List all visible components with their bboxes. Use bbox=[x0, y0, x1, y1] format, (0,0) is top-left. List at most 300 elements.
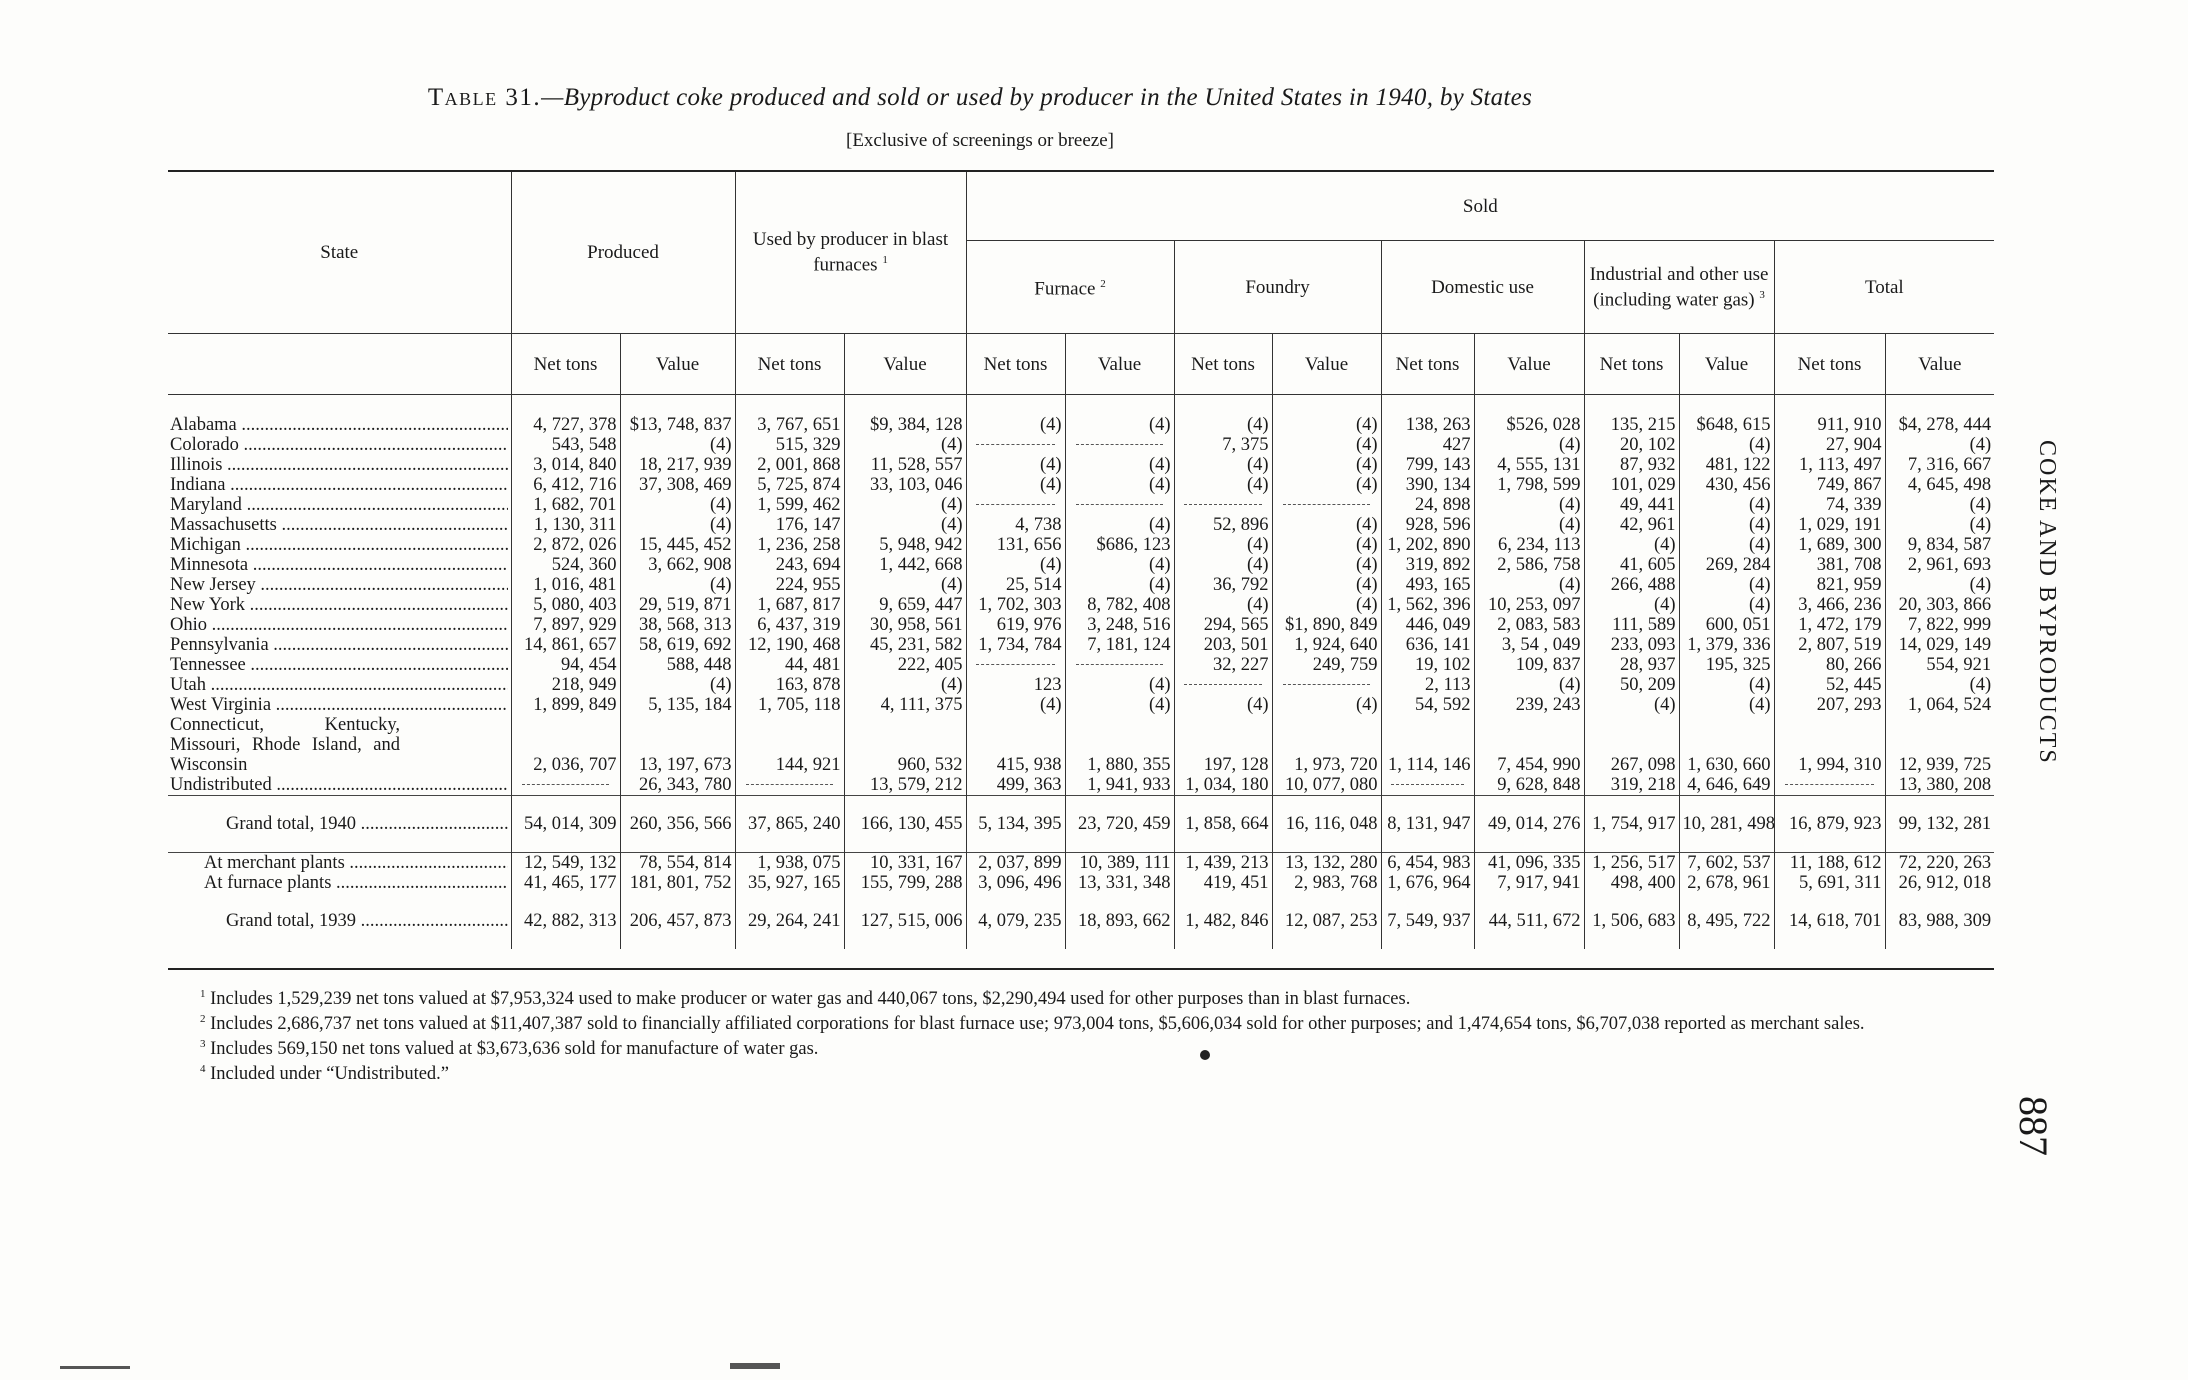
table-cell: $1, 890, 849 bbox=[1272, 615, 1381, 635]
table-cell: (4) bbox=[1679, 595, 1774, 615]
table-cell: 12, 087, 253 bbox=[1272, 911, 1381, 931]
spacer-cell bbox=[735, 931, 844, 949]
table-cell: (4) bbox=[1065, 415, 1174, 435]
state-label: Undistributed ..... bbox=[170, 775, 508, 795]
table-cell: (4) bbox=[1584, 535, 1679, 555]
table-cell: 1, 702, 303 bbox=[966, 595, 1065, 615]
header-total: Total bbox=[1774, 241, 1994, 334]
table-cell: 155, 799, 288 bbox=[844, 873, 966, 893]
table-cell: 135, 215 bbox=[1584, 415, 1679, 435]
table-cell: 3, 767, 651 bbox=[735, 415, 844, 435]
spacer-cell bbox=[1679, 931, 1774, 949]
table-cell: (4) bbox=[966, 415, 1065, 435]
table-cell: 5, 948, 942 bbox=[844, 535, 966, 555]
spacer-cell bbox=[1885, 395, 1994, 416]
table-cell: (4) bbox=[620, 575, 735, 595]
table-cell: 14, 618, 701 bbox=[1774, 911, 1885, 931]
spacer-cell bbox=[620, 834, 735, 853]
table-cell: (4) bbox=[844, 435, 966, 455]
table-cell: 3, 096, 496 bbox=[966, 873, 1065, 893]
header-used bbox=[735, 171, 966, 334]
table-cell: (4) bbox=[1065, 455, 1174, 475]
state-name bbox=[168, 515, 511, 535]
state-label: New York ..... bbox=[170, 595, 508, 615]
table-cell: 13, 579, 212 bbox=[844, 775, 966, 796]
table-cell: 72, 220, 263 bbox=[1885, 853, 1994, 874]
state-name bbox=[168, 695, 511, 715]
table-row bbox=[168, 475, 1994, 495]
spacer-cell bbox=[1174, 395, 1272, 416]
table-cell: 29, 519, 871 bbox=[620, 595, 735, 615]
table-cell: (4) bbox=[620, 435, 735, 455]
table-cell: 4, 111, 375 bbox=[844, 695, 966, 715]
table-cell: (4) bbox=[1272, 475, 1381, 495]
state-label: Pennsylvania ..... bbox=[170, 635, 508, 655]
table-cell: (4) bbox=[1885, 435, 1994, 455]
table-cell: 233, 093 bbox=[1584, 635, 1679, 655]
header-industrial-label: Industrial and other use (including water gas) bbox=[1589, 263, 1769, 311]
table-cell: 8, 131, 947 bbox=[1381, 814, 1474, 834]
header-furnace bbox=[966, 241, 1174, 334]
table-cell: 123 bbox=[966, 675, 1065, 695]
table-row bbox=[168, 675, 1994, 695]
table-cell: 2, 678, 961 bbox=[1679, 873, 1774, 893]
spacer-cell bbox=[1474, 834, 1584, 853]
table-cell: (4) bbox=[1065, 575, 1174, 595]
table-cell: 5, 134, 395 bbox=[966, 814, 1065, 834]
state-label: Illinois ..... bbox=[170, 455, 508, 475]
table-cell: 15, 445, 452 bbox=[620, 535, 735, 555]
table-cell: 1, 630, 660 bbox=[1679, 715, 1774, 775]
spacer-cell bbox=[1474, 931, 1584, 949]
table-cell: 78, 554, 814 bbox=[620, 853, 735, 874]
table-cell: 224, 955 bbox=[735, 575, 844, 595]
table-cell: 37, 308, 469 bbox=[620, 475, 735, 495]
table-row bbox=[168, 515, 1994, 535]
state-name bbox=[168, 575, 511, 595]
table-cell: 427 bbox=[1381, 435, 1474, 455]
table-cell: 54, 592 bbox=[1381, 695, 1474, 715]
spacer-cell bbox=[1679, 834, 1774, 853]
table-cell: 6, 437, 319 bbox=[735, 615, 844, 635]
spacer-cell bbox=[1885, 834, 1994, 853]
table-row bbox=[168, 455, 1994, 475]
table-cell: 493, 165 bbox=[1381, 575, 1474, 595]
spacer-cell bbox=[1584, 931, 1679, 949]
spacer-cell bbox=[1679, 395, 1774, 416]
table-cell: 163, 878 bbox=[735, 675, 844, 695]
table-cell: 1, 798, 599 bbox=[1474, 475, 1584, 495]
table-cell bbox=[511, 775, 620, 796]
footnotes bbox=[200, 984, 2000, 1085]
table-cell: 41, 096, 335 bbox=[1474, 853, 1584, 874]
table-cell: 166, 130, 455 bbox=[844, 814, 966, 834]
table-cell: 20, 303, 866 bbox=[1885, 595, 1994, 615]
table-cell: 1, 994, 310 bbox=[1774, 715, 1885, 775]
table-cell: (4) bbox=[1272, 415, 1381, 435]
table-cell: 4, 727, 378 bbox=[511, 415, 620, 435]
table-cell: (4) bbox=[1679, 495, 1774, 515]
spacer-cell bbox=[168, 796, 511, 815]
table-cell: 222, 405 bbox=[844, 655, 966, 675]
spacer-cell bbox=[1272, 395, 1381, 416]
table-cell: 1, 562, 396 bbox=[1381, 595, 1474, 615]
table-cell: (4) bbox=[1065, 675, 1174, 695]
footnote-text: Includes 569,150 net tons valued at $3,673,636 sold for manufacture of water gas. bbox=[210, 1039, 819, 1060]
table-cell: 203, 501 bbox=[1174, 635, 1272, 655]
table-cell: 2, 036, 707 bbox=[511, 715, 620, 775]
table-cell: 1, 029, 191 bbox=[1774, 515, 1885, 535]
table-cell: 1, 880, 355 bbox=[1065, 715, 1174, 775]
table-cell: 14, 861, 657 bbox=[511, 635, 620, 655]
table-cell: 50, 209 bbox=[1584, 675, 1679, 695]
table-cell bbox=[1174, 495, 1272, 515]
table-cell: 74, 339 bbox=[1774, 495, 1885, 515]
table-cell: 176, 147 bbox=[735, 515, 844, 535]
footnote-mark: 4 bbox=[200, 1063, 206, 1076]
table-cell: (4) bbox=[1174, 595, 1272, 615]
table-cell: 515, 329 bbox=[735, 435, 844, 455]
spacer-cell bbox=[735, 796, 844, 815]
table-cell: 26, 343, 780 bbox=[620, 775, 735, 796]
table-row bbox=[168, 655, 1994, 675]
table-cell: 3, 662, 908 bbox=[620, 555, 735, 575]
table-cell: 260, 356, 566 bbox=[620, 814, 735, 834]
table-cell: 1, 705, 118 bbox=[735, 695, 844, 715]
table-cell: 499, 363 bbox=[966, 775, 1065, 796]
spacer-cell bbox=[1584, 893, 1679, 911]
table-cell: 1, 064, 524 bbox=[1885, 695, 1994, 715]
table-cell: 446, 049 bbox=[1381, 615, 1474, 635]
table-cell: 1, 379, 336 bbox=[1679, 635, 1774, 655]
table-cell: 7, 822, 999 bbox=[1885, 615, 1994, 635]
state-name bbox=[168, 595, 511, 615]
spacer-cell bbox=[966, 796, 1065, 815]
header-state-blank bbox=[168, 334, 511, 395]
table-row bbox=[168, 535, 1994, 555]
state-label: Minnesota ..... bbox=[170, 555, 508, 575]
table-cell: 23, 720, 459 bbox=[1065, 814, 1174, 834]
header-net-tons: Net tons bbox=[735, 334, 844, 395]
table-cell: 636, 141 bbox=[1381, 635, 1474, 655]
spacer-cell bbox=[1381, 893, 1474, 911]
spacer-cell bbox=[511, 893, 620, 911]
table-cell bbox=[966, 655, 1065, 675]
footnote bbox=[200, 1059, 2000, 1084]
table-row bbox=[168, 635, 1994, 655]
state-name bbox=[168, 415, 511, 435]
footnote-mark: 1 bbox=[200, 988, 206, 1000]
table-cell: (4) bbox=[966, 455, 1065, 475]
table-cell: 294, 565 bbox=[1174, 615, 1272, 635]
table-cell: 41, 465, 177 bbox=[511, 873, 620, 893]
table-cell: 9, 628, 848 bbox=[1474, 775, 1584, 796]
table-cell: 9, 834, 587 bbox=[1885, 535, 1994, 555]
table-cell bbox=[1774, 775, 1885, 796]
spacer-cell bbox=[966, 834, 1065, 853]
table-cell: 1, 599, 462 bbox=[735, 495, 844, 515]
state-label: Massachusetts ..... bbox=[170, 515, 508, 535]
table-cell: 12, 549, 132 bbox=[511, 853, 620, 874]
table-cell: 481, 122 bbox=[1679, 455, 1774, 475]
table-cell: 1, 858, 664 bbox=[1174, 814, 1272, 834]
spacer-cell bbox=[620, 893, 735, 911]
table-cell: (4) bbox=[1584, 695, 1679, 715]
header-used-note: 1 bbox=[882, 254, 888, 267]
table-cell: (4) bbox=[620, 495, 735, 515]
table-cell: 415, 938 bbox=[966, 715, 1065, 775]
table-cell: $13, 748, 837 bbox=[620, 415, 735, 435]
table-cell: 80, 266 bbox=[1774, 655, 1885, 675]
state-name bbox=[168, 475, 511, 495]
table-cell: 16, 116, 048 bbox=[1272, 814, 1381, 834]
table-cell: 319, 218 bbox=[1584, 775, 1679, 796]
running-head: COKE AND BYPRODUCTS bbox=[2034, 440, 2060, 765]
table-cell bbox=[966, 435, 1065, 455]
spacer-cell bbox=[168, 834, 511, 853]
table-cell: 554, 921 bbox=[1885, 655, 1994, 675]
table-cell: 195, 325 bbox=[1679, 655, 1774, 675]
table-cell: 99, 132, 281 bbox=[1885, 814, 1994, 834]
table-cell: 14, 029, 149 bbox=[1885, 635, 1994, 655]
table-cell: 11, 188, 612 bbox=[1774, 853, 1885, 874]
state-label: Ohio ..... bbox=[170, 615, 508, 635]
spacer-cell bbox=[844, 834, 966, 853]
header-net-tons: Net tons bbox=[1774, 334, 1885, 395]
table-cell: 1, 754, 917 bbox=[1584, 814, 1679, 834]
table-cell: 10, 331, 167 bbox=[844, 853, 966, 874]
table-cell: (4) bbox=[1272, 575, 1381, 595]
footnote-mark: 3 bbox=[200, 1038, 206, 1051]
table-cell: 7, 316, 667 bbox=[1885, 455, 1994, 475]
table-cell: 319, 892 bbox=[1381, 555, 1474, 575]
total-row bbox=[168, 814, 1994, 834]
table-cell: 2, 961, 693 bbox=[1885, 555, 1994, 575]
table-cell: (4) bbox=[1679, 675, 1774, 695]
table-cell: 127, 515, 006 bbox=[844, 911, 966, 931]
table-cell: $4, 278, 444 bbox=[1885, 415, 1994, 435]
total-label bbox=[168, 873, 511, 893]
table-cell: (4) bbox=[1885, 675, 1994, 695]
footnote-mark: 2 bbox=[200, 1013, 206, 1026]
table-row bbox=[168, 695, 1994, 715]
table-cell: 381, 708 bbox=[1774, 555, 1885, 575]
table-cell: 35, 927, 165 bbox=[735, 873, 844, 893]
spacer-cell bbox=[966, 893, 1065, 911]
table-cell: 3, 466, 236 bbox=[1774, 595, 1885, 615]
table-cell: 206, 457, 873 bbox=[620, 911, 735, 931]
table-cell: 29, 264, 241 bbox=[735, 911, 844, 931]
header-value: Value bbox=[844, 334, 966, 395]
table-row bbox=[168, 615, 1994, 635]
spacer-cell bbox=[1584, 834, 1679, 853]
spacer-cell bbox=[168, 931, 511, 949]
table-cell: 3, 248, 516 bbox=[1065, 615, 1174, 635]
page-number: 887 bbox=[2011, 1096, 2056, 1156]
table-cell bbox=[1272, 495, 1381, 515]
table-row bbox=[168, 715, 1994, 775]
table-cell: 7, 917, 941 bbox=[1474, 873, 1584, 893]
footnote-text: Includes 2,686,737 net tons valued at $11,407,387 sold to financially affiliated corporations for blast furnace use; 973,004 tons, $5,606,034 sold for other purposes; and 1,474,654 tons, $6,707,038 reported as merchant sales. bbox=[210, 1014, 1865, 1035]
header-furnace-label: Furnace bbox=[1034, 278, 1096, 300]
table-cell: (4) bbox=[1272, 695, 1381, 715]
table-row bbox=[168, 555, 1994, 575]
table-cell: (4) bbox=[1065, 475, 1174, 495]
table-cell: 4, 555, 131 bbox=[1474, 455, 1584, 475]
spacer-cell bbox=[1774, 796, 1885, 815]
table-cell: 619, 976 bbox=[966, 615, 1065, 635]
total-label bbox=[168, 853, 511, 874]
spacer-cell bbox=[511, 931, 620, 949]
table-cell: 10, 077, 080 bbox=[1272, 775, 1381, 796]
table-cell: 588, 448 bbox=[620, 655, 735, 675]
table-cell: 2, 001, 868 bbox=[735, 455, 844, 475]
header-value: Value bbox=[1885, 334, 1994, 395]
table-subtitle: [Exclusive of screenings or breeze] bbox=[846, 130, 1114, 151]
table-cell: 7, 375 bbox=[1174, 435, 1272, 455]
table-cell: 1, 924, 640 bbox=[1272, 635, 1381, 655]
spacer-cell bbox=[620, 931, 735, 949]
table-cell: 37, 865, 240 bbox=[735, 814, 844, 834]
table-cell: 20, 102 bbox=[1584, 435, 1679, 455]
spacer-cell bbox=[1474, 893, 1584, 911]
table-cell: 749, 867 bbox=[1774, 475, 1885, 495]
footnote bbox=[200, 1034, 2000, 1059]
state-name bbox=[168, 655, 511, 675]
header-net-tons: Net tons bbox=[966, 334, 1065, 395]
spacer-cell bbox=[511, 834, 620, 853]
table-cell: 1, 236, 258 bbox=[735, 535, 844, 555]
table-cell: 1, 113, 497 bbox=[1774, 455, 1885, 475]
spacer-cell bbox=[1381, 395, 1474, 416]
header-value: Value bbox=[1474, 334, 1584, 395]
table-cell: 1, 256, 517 bbox=[1584, 853, 1679, 874]
footnote-text: Included under “Undistributed.” bbox=[210, 1064, 450, 1085]
table-cell: 1, 689, 300 bbox=[1774, 535, 1885, 555]
table-cell bbox=[735, 775, 844, 796]
table-cell: 1, 899, 849 bbox=[511, 695, 620, 715]
table-cell: 8, 495, 722 bbox=[1679, 911, 1774, 931]
table-cell: 138, 263 bbox=[1381, 415, 1474, 435]
table-cell: (4) bbox=[966, 695, 1065, 715]
table-cell: 10, 253, 097 bbox=[1474, 595, 1584, 615]
table-cell: (4) bbox=[1065, 515, 1174, 535]
total-label-text: Grand total, 1939 ..... bbox=[226, 911, 508, 931]
scan-mark bbox=[60, 1366, 130, 1369]
header-domestic: Domestic use bbox=[1381, 241, 1584, 334]
state-label: Tennessee ..... bbox=[170, 655, 508, 675]
spacer-cell bbox=[1272, 931, 1381, 949]
state-label: Maryland ..... bbox=[170, 495, 508, 515]
table-cell: (4) bbox=[844, 495, 966, 515]
spacer-cell bbox=[1474, 796, 1584, 815]
header-net-tons: Net tons bbox=[1174, 334, 1272, 395]
table-cell: 2, 872, 026 bbox=[511, 535, 620, 555]
header-net-tons: Net tons bbox=[511, 334, 620, 395]
table-cell: 131, 656 bbox=[966, 535, 1065, 555]
ink-blot bbox=[1200, 1050, 1210, 1060]
table-cell: 5, 691, 311 bbox=[1774, 873, 1885, 893]
table-cell: 13, 197, 673 bbox=[620, 715, 735, 775]
spacer-cell bbox=[1679, 796, 1774, 815]
table-cell: 1, 941, 933 bbox=[1065, 775, 1174, 796]
table-cell: 4, 738 bbox=[966, 515, 1065, 535]
table-cell: 27, 904 bbox=[1774, 435, 1885, 455]
table-cell: (4) bbox=[1174, 695, 1272, 715]
total-label bbox=[168, 911, 511, 931]
table-cell bbox=[966, 495, 1065, 515]
table-cell: 49, 014, 276 bbox=[1474, 814, 1584, 834]
table-cell: 7, 897, 929 bbox=[511, 615, 620, 635]
table-cell: 42, 961 bbox=[1584, 515, 1679, 535]
table-cell: (4) bbox=[1174, 555, 1272, 575]
table-cell: (4) bbox=[1174, 455, 1272, 475]
table-cell: 8, 782, 408 bbox=[1065, 595, 1174, 615]
table-cell: 49, 441 bbox=[1584, 495, 1679, 515]
total-label-text: Grand total, 1940 ..... bbox=[226, 814, 508, 834]
table-cell: (4) bbox=[1272, 455, 1381, 475]
table-cell: 4, 079, 235 bbox=[966, 911, 1065, 931]
table-cell: 911, 910 bbox=[1774, 415, 1885, 435]
table-cell: (4) bbox=[1272, 515, 1381, 535]
table-cell: 101, 029 bbox=[1584, 475, 1679, 495]
table-cell: 2, 807, 519 bbox=[1774, 635, 1885, 655]
spacer-cell bbox=[1885, 931, 1994, 949]
table-cell: 543, 548 bbox=[511, 435, 620, 455]
table-cell: (4) bbox=[966, 555, 1065, 575]
spacer-cell bbox=[1065, 931, 1174, 949]
table-cell: (4) bbox=[620, 675, 735, 695]
spacer-cell bbox=[1174, 834, 1272, 853]
spacer-cell bbox=[1885, 796, 1994, 815]
table-cell bbox=[1381, 775, 1474, 796]
table-cell: 960, 532 bbox=[844, 715, 966, 775]
table-cell: 1, 130, 311 bbox=[511, 515, 620, 535]
table-cell: 44, 511, 672 bbox=[1474, 911, 1584, 931]
table-cell: (4) bbox=[1272, 595, 1381, 615]
spacer-cell bbox=[844, 395, 966, 416]
table-cell: 144, 921 bbox=[735, 715, 844, 775]
table-cell: 3, 014, 840 bbox=[511, 455, 620, 475]
table-cell: 269, 284 bbox=[1679, 555, 1774, 575]
table-cell: 7, 549, 937 bbox=[1381, 911, 1474, 931]
spacer-cell bbox=[1774, 893, 1885, 911]
spacer-cell bbox=[511, 796, 620, 815]
total-row bbox=[168, 853, 1994, 874]
table-cell: 111, 589 bbox=[1584, 615, 1679, 635]
table-cell: 13, 380, 208 bbox=[1885, 775, 1994, 796]
table-cell: 1, 016, 481 bbox=[511, 575, 620, 595]
header-industrial bbox=[1584, 241, 1774, 334]
table-cell: 42, 882, 313 bbox=[511, 911, 620, 931]
spacer-cell bbox=[1381, 931, 1474, 949]
header-value: Value bbox=[1065, 334, 1174, 395]
table-cell: 1, 687, 817 bbox=[735, 595, 844, 615]
spacer-cell bbox=[1774, 931, 1885, 949]
table-cell: 1, 442, 668 bbox=[844, 555, 966, 575]
table-title bbox=[170, 84, 1790, 112]
state-name bbox=[168, 675, 511, 695]
table-cell: 24, 898 bbox=[1381, 495, 1474, 515]
table-cell: 7, 602, 537 bbox=[1679, 853, 1774, 874]
table-cell: (4) bbox=[1272, 555, 1381, 575]
table-cell: (4) bbox=[966, 475, 1065, 495]
table-cell: 4, 646, 649 bbox=[1679, 775, 1774, 796]
table-cell: 430, 456 bbox=[1679, 475, 1774, 495]
total-label bbox=[168, 814, 511, 834]
table-cell: 181, 801, 752 bbox=[620, 873, 735, 893]
table-cell bbox=[1065, 495, 1174, 515]
